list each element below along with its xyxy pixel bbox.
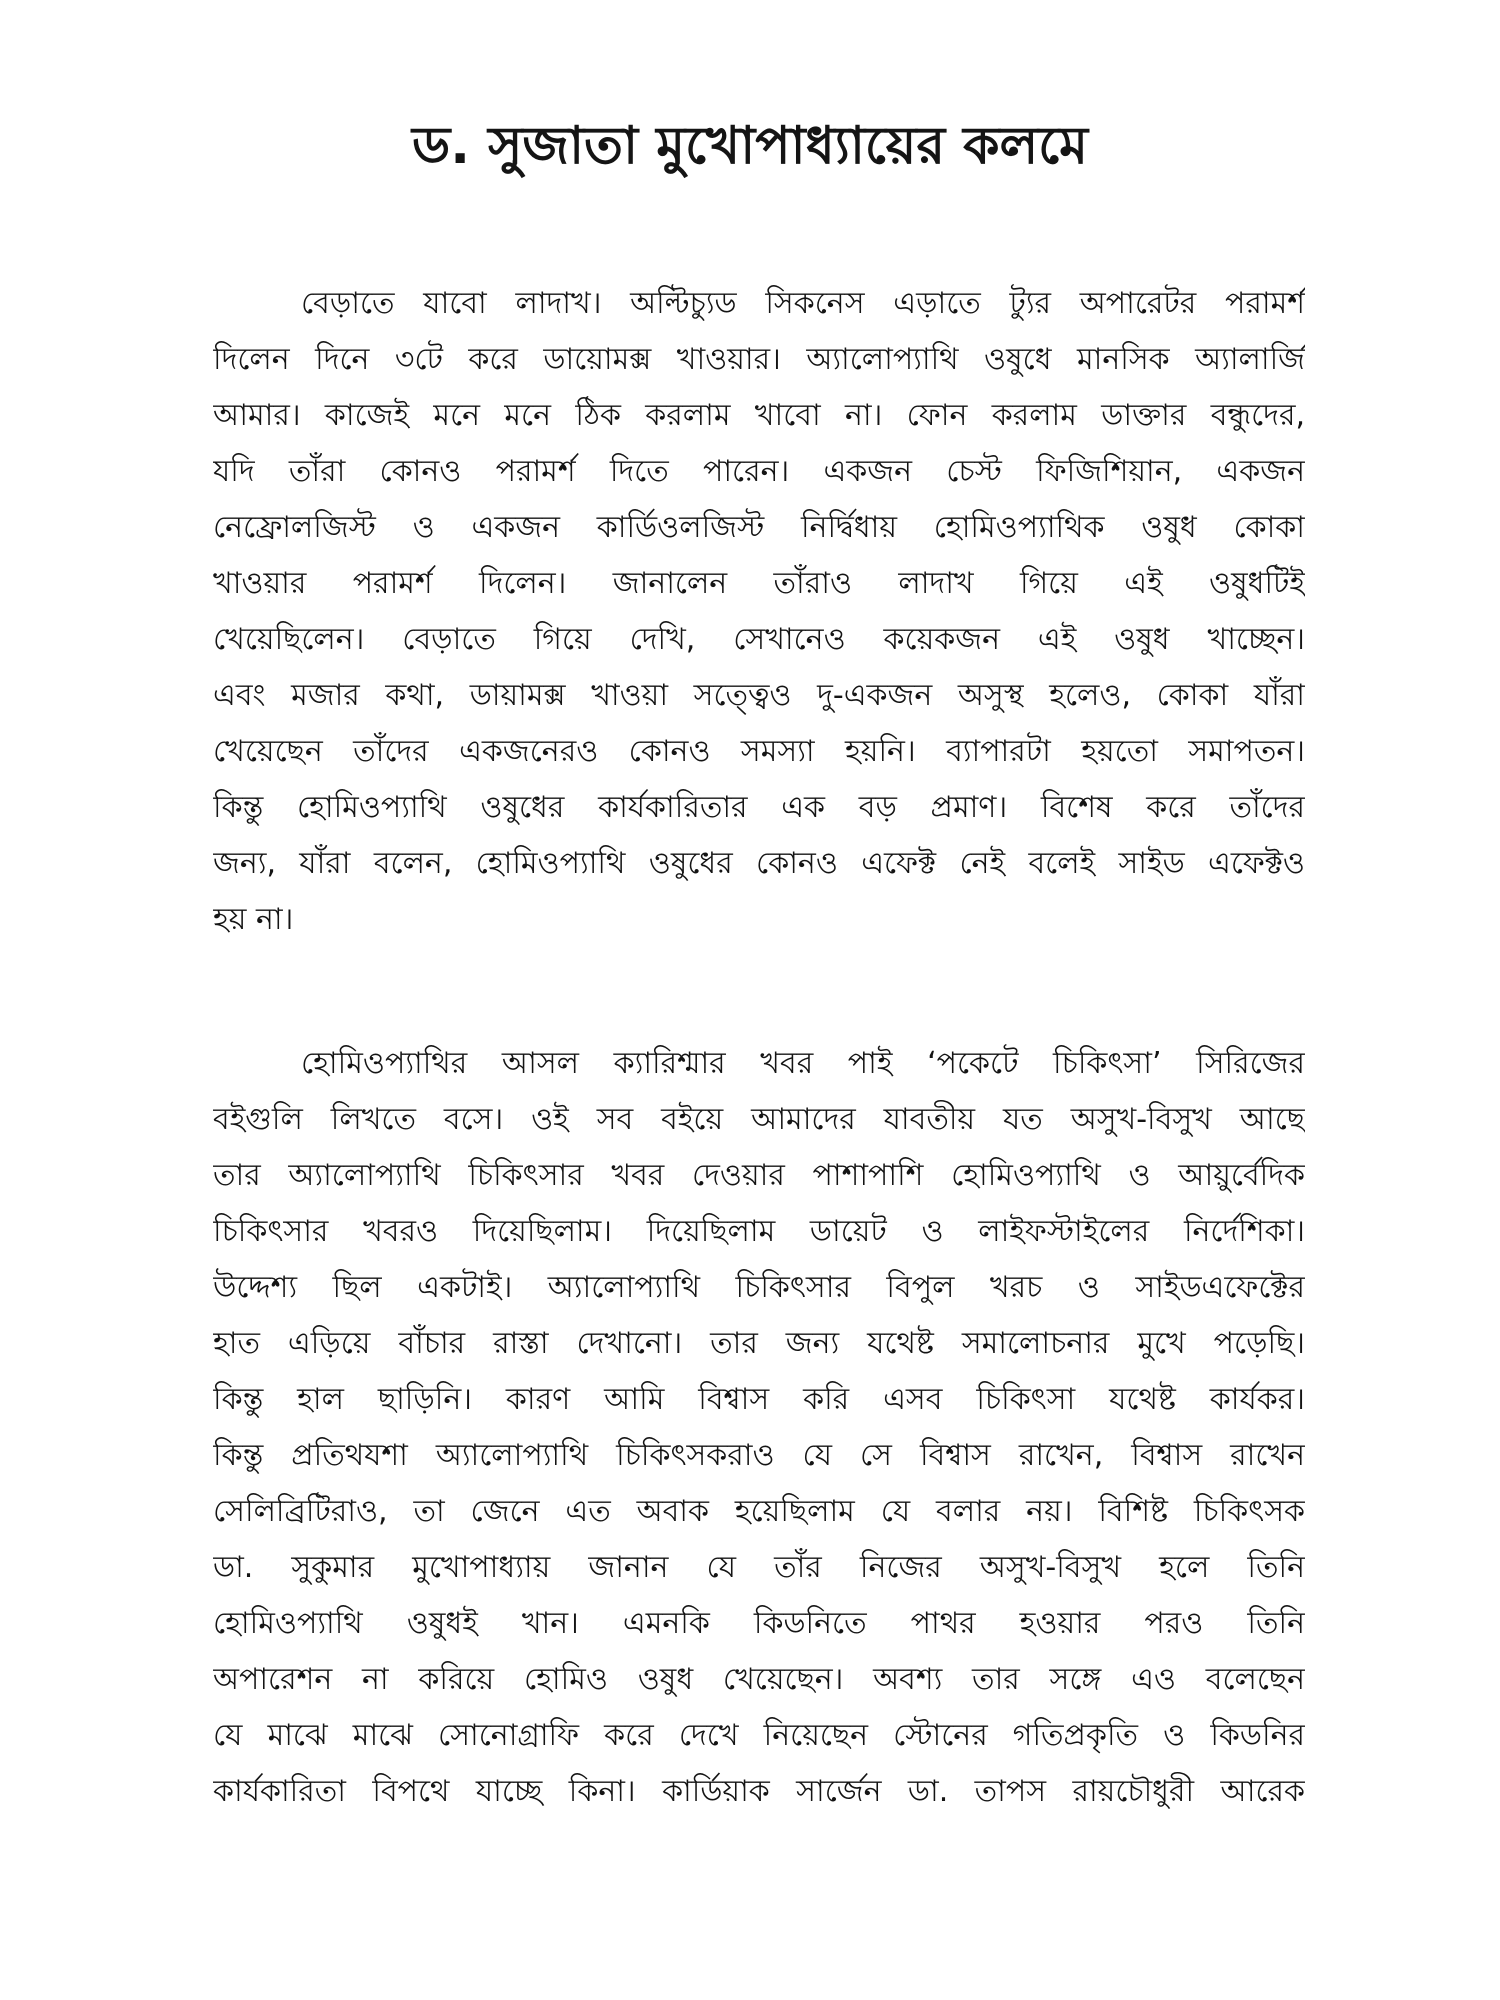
text-line: চিকিৎসার খবরও দিয়েছিলাম। দিয়েছিলাম ডায়েট ও লাইফস্টাইলের নির্দেশিকা। <box>213 1214 1305 1249</box>
text-line: নেফ্রোলজিস্ট ও একজন কার্ডিওলজিস্ট নির্দ্বিধায় হোমিওপ্যাথিক ওষুধ কোকা <box>213 510 1305 545</box>
text-line: কিন্তু হাল ছাড়িনি। কারণ আমি বিশ্বাস করি এসব চিকিৎসা যথেষ্ট কার্যকর। <box>213 1382 1305 1417</box>
text-line: ডা. সুকুমার মুখোপাধ্যায় জানান যে তাঁর নিজের অসুখ-বিসুখ হলে তিনি <box>213 1550 1305 1585</box>
text-line: এবং মজার কথা, ডায়ামক্স খাওয়া সত্ত্বেও দু-একজন অসুস্থ হলেও, কোকা যাঁরা <box>213 678 1305 713</box>
text-line: খাওয়ার পরামর্শ দিলেন। জানালেন তাঁরাও লাদাখ গিয়ে এই ওষুধটিই <box>213 566 1305 601</box>
paragraph-2 <box>213 1036 1305 1820</box>
text-line: হোমিওপ্যাথি ওষুধই খান। এমনকি কিডনিতে পাথর হওয়ার পরও তিনি <box>213 1606 1305 1641</box>
text-line: আমার। কাজেই মনে মনে ঠিক করলাম খাবো না। ফোন করলাম ডাক্তার বন্ধুদের, <box>213 398 1305 433</box>
text-line: যে মাঝে মাঝে সোনোগ্রাফি করে দেখে নিয়েছেন স্টোনের গতিপ্রকৃতি ও কিডনির <box>213 1718 1305 1753</box>
text-line: কার্যকারিতা বিপথে যাচ্ছে কিনা। কার্ডিয়াক সার্জেন ডা. তাপস রায়চৌধুরী আরেক <box>213 1774 1305 1809</box>
text-line: খেয়েছিলেন। বেড়াতে গিয়ে দেখি, সেখানেও কয়েকজন এই ওষুধ খাচ্ছেন। <box>213 622 1305 657</box>
text-line: যদি তাঁরা কোনও পরামর্শ দিতে পারেন। একজন চেস্ট ফিজিশিয়ান, একজন <box>213 454 1305 489</box>
text-line: কিন্তু প্রতিথযশা অ্যালোপ্যাথি চিকিৎসকরাও যে সে বিশ্বাস রাখেন, বিশ্বাস রাখেন <box>213 1438 1305 1473</box>
text-line: দিলেন দিনে ৩টে করে ডায়োমক্স খাওয়ার। অ্যালোপ্যাথি ওষুধে মানসিক অ্যালার্জি <box>213 342 1305 377</box>
page-title: ড. সুজাতা মুখোপাধ্যায়ের কলমে <box>411 116 1089 176</box>
text-line: বইগুলি লিখতে বসে। ওই সব বইয়ে আমাদের যাবতীয় যত অসুখ-বিসুখ আছে <box>213 1102 1305 1137</box>
text-line: খেয়েছেন তাঁদের একজনেরও কোনও সমস্যা হয়নি। ব্যাপারটা হয়তো সমাপতন। <box>213 734 1305 769</box>
text-line: হোমিওপ্যাথির আসল ক্যারিশ্মার খবর পাই ‘পকেটে চিকিৎসা’ সিরিজের <box>301 1046 1305 1081</box>
text-line: জন্য, যাঁরা বলেন, হোমিওপ্যাথি ওষুধের কোনও এফেক্ট নেই বলেই সাইড এফেক্টও <box>213 846 1305 881</box>
text-line: হয় না। <box>213 902 294 937</box>
text-line: বেড়াতে যাবো লাদাখ। অল্টিচ্যুড সিকনেস এড়াতে ট্যুর অপারেটর পরামর্শ <box>301 286 1305 321</box>
text-line: কিন্তু হোমিওপ্যাথি ওষুধের কার্যকারিতার এক বড় প্রমাণ। বিশেষ করে তাঁদের <box>213 790 1305 825</box>
text-line: তার অ্যালোপ্যাথি চিকিৎসার খবর দেওয়ার পাশাপাশি হোমিওপ্যাথি ও আয়ুর্বেদিক <box>213 1158 1305 1193</box>
text-line: অপারেশন না করিয়ে হোমিও ওষুধ খেয়েছেন। অবশ্য তার সঙ্গে এও বলেছেন <box>213 1662 1305 1697</box>
text-line: সেলিব্রিটিরাও, তা জেনে এত অবাক হয়েছিলাম যে বলার নয়। বিশিষ্ট চিকিৎসক <box>213 1494 1305 1529</box>
paragraph-1 <box>213 276 1305 948</box>
text-line: উদ্দেশ্য ছিল একটাই। অ্যালোপ্যাথি চিকিৎসার বিপুল খরচ ও সাইডএফেক্টের <box>213 1270 1305 1305</box>
text-line: হাত এড়িয়ে বাঁচার রাস্তা দেখানো। তার জন্য যথেষ্ট সমালোচনার মুখে পড়েছি। <box>213 1326 1305 1361</box>
